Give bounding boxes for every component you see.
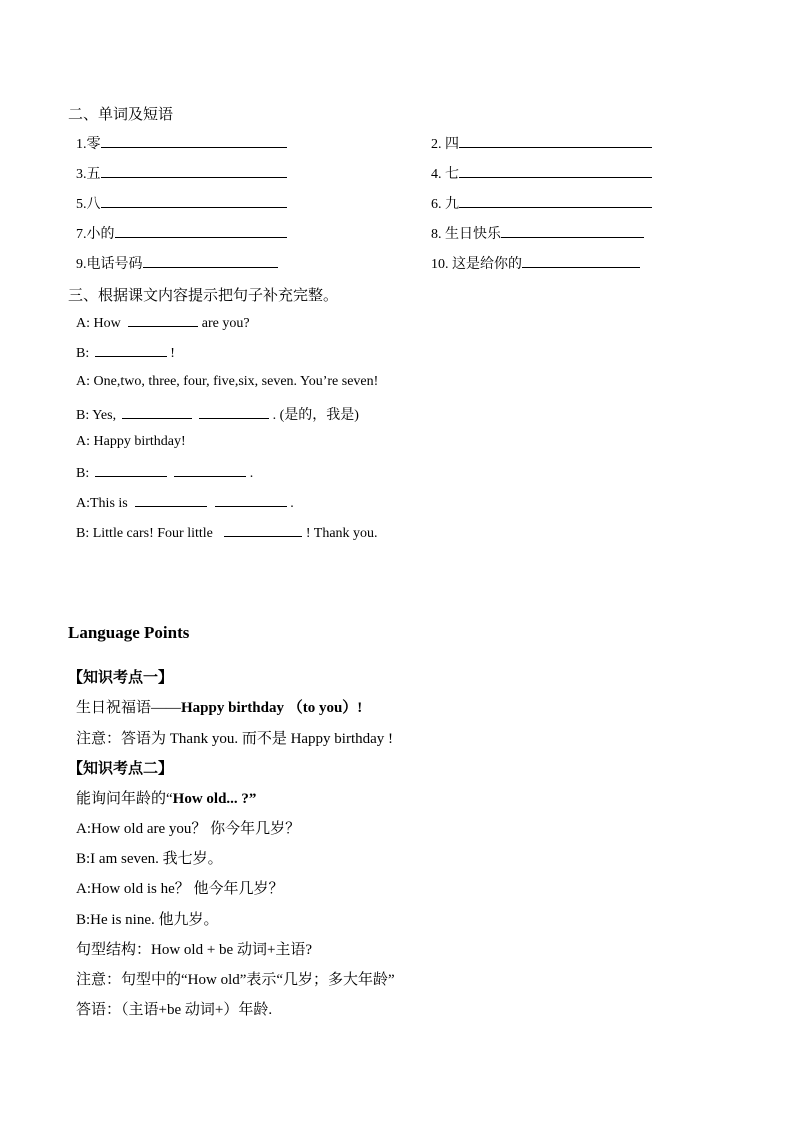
dialogue-text: are you?: [201, 316, 250, 331]
point1-phrase: Happy birthday （to you）!: [181, 700, 363, 716]
answer-blank[interactable]: [459, 165, 652, 178]
dialogue-text: A:This is: [76, 496, 128, 511]
vocab-item-9: [76, 253, 278, 273]
vocab-item-4: [431, 163, 652, 183]
answer-blank[interactable]: [128, 314, 198, 327]
vocab-label: 6. 九: [431, 197, 459, 212]
answer-blank[interactable]: [522, 255, 640, 268]
answer-blank[interactable]: [101, 195, 287, 208]
dialogue-line-7: [76, 494, 294, 512]
answer-blank[interactable]: [101, 135, 287, 148]
dialogue-text: .: [249, 466, 254, 481]
point1-line: [76, 696, 362, 717]
answer-blank[interactable]: [122, 406, 192, 419]
vocab-item-7: [76, 223, 287, 243]
answer-blank[interactable]: [459, 195, 652, 208]
answer-blank[interactable]: [95, 464, 167, 477]
dialogue-line-2: [76, 344, 175, 362]
point2-phrase: How old... ?”: [172, 791, 257, 807]
point2-intro: [76, 787, 256, 808]
dialogue-text: B:: [76, 346, 90, 361]
answer-blank[interactable]: [115, 225, 287, 238]
dialogue-line-3: A: One,two, three, four, five,six, seven. You’re seven!: [76, 374, 379, 389]
dialogue-text: B:: [76, 466, 90, 481]
point2-prefix: 能询问年龄的“: [76, 791, 173, 807]
structure-line: 句型结构：How old + be 动词+主语?: [76, 942, 313, 958]
dialogue-text: ! Thank you.: [305, 526, 378, 541]
vocab-label: 10. 这是给你的: [431, 257, 522, 272]
dialogue-text: A: How: [76, 316, 121, 331]
dialogue-text: B: Little cars! Four little: [76, 526, 213, 541]
dialogue-line-1: [76, 314, 250, 332]
point1-prefix: 生日祝福语——: [76, 700, 182, 716]
dialogue-line-6: [76, 464, 253, 482]
section2-heading: 二、单词及短语: [68, 107, 174, 123]
dialogue-text: .: [290, 496, 294, 511]
answer-blank[interactable]: [459, 135, 652, 148]
vocab-label: 3.五: [76, 167, 101, 182]
answer-blank[interactable]: [501, 225, 644, 238]
answer-blank[interactable]: [143, 255, 278, 268]
answer-blank[interactable]: [135, 494, 207, 507]
vocab-item-10: [431, 253, 640, 273]
answer-blank[interactable]: [101, 165, 287, 178]
example-line-3: A:How old is he？ 他今年几岁？: [76, 881, 284, 897]
vocab-item-2: [431, 133, 652, 153]
vocab-label: 1.零: [76, 137, 101, 152]
dialogue-line-8: [76, 524, 378, 542]
answer-blank[interactable]: [199, 406, 269, 419]
vocab-item-6: [431, 193, 652, 213]
note-line: 注意：句型中的“How old”表示“几岁；多大年龄”: [76, 972, 395, 988]
vocab-item-3: [76, 163, 287, 183]
vocab-label: 4. 七: [431, 167, 459, 182]
dialogue-line-5: A: Happy birthday!: [76, 434, 186, 449]
example-line-4: B:He is nine. 他九岁。: [76, 912, 219, 928]
answer-blank[interactable]: [224, 524, 302, 537]
vocab-item-5: [76, 193, 287, 213]
dialogue-text: !: [170, 346, 175, 361]
section3-heading: 三、根据课文内容提示把句子补充完整。: [68, 288, 339, 304]
answer-blank[interactable]: [215, 494, 287, 507]
vocab-label: 2. 四: [431, 137, 459, 152]
answer-line: 答语：（主语+be 动词+）年龄.: [76, 1002, 273, 1018]
point1-heading: 【知识考点一】: [68, 670, 174, 686]
dialogue-text: B: Yes,: [76, 408, 117, 423]
vocab-label: 7.小的: [76, 227, 115, 242]
answer-blank[interactable]: [174, 464, 246, 477]
dialogue-text: . (是的，我是): [272, 408, 359, 423]
point2-heading: 【知识考点二】: [68, 761, 174, 777]
vocab-item-1: [76, 133, 287, 153]
example-line-2: B:I am seven. 我七岁。: [76, 851, 223, 867]
example-line-1: A:How old are you？ 你今年几岁？: [76, 821, 301, 837]
vocab-item-8: [431, 223, 644, 243]
vocab-label: 9.电话号码: [76, 257, 143, 272]
dialogue-line-4: [76, 404, 359, 424]
answer-blank[interactable]: [95, 344, 167, 357]
point1-note: 注意：答语为 Thank you. 而不是 Happy birthday !: [76, 731, 394, 747]
language-points-title: Language Points: [68, 623, 190, 642]
vocab-label: 8. 生日快乐: [431, 227, 501, 242]
vocab-label: 5.八: [76, 197, 101, 212]
